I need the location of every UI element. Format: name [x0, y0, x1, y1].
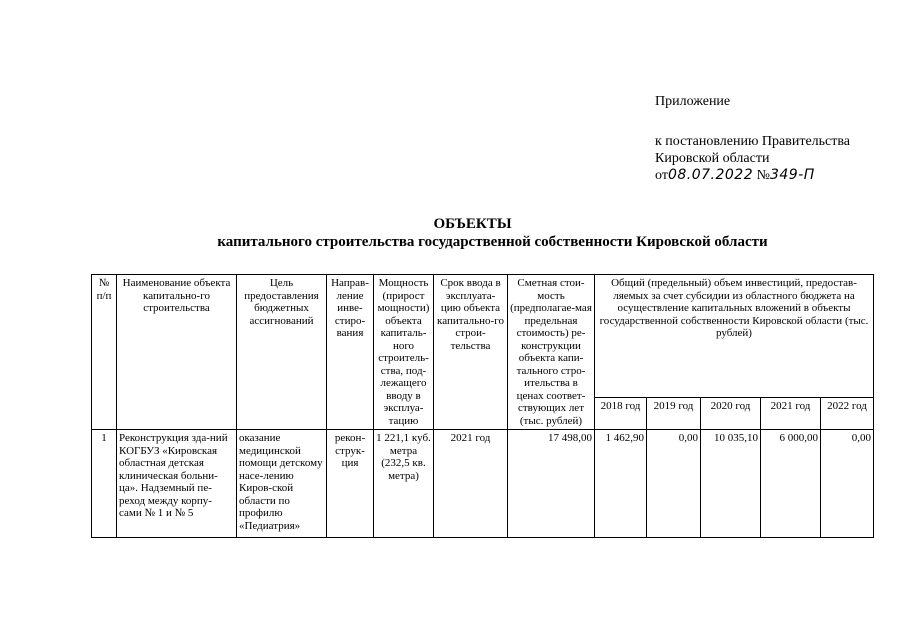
appendix-date-line [655, 167, 850, 184]
header-year-2020: 2020 год [701, 398, 761, 430]
appendix-region-line: Кировской области [655, 151, 770, 166]
header-num: № п/п [92, 275, 117, 430]
header-goal: Цель предоставления бюджетных ассигнований [237, 275, 327, 430]
table-row [92, 430, 874, 538]
header-investments: Общий (предельный) объем инвестиций, предостав-ляемых за счет субсидии из областного бюджета на осуществление капитальных вложений в объекты государственной собственности Кировской области (тыс. рублей) [595, 275, 874, 398]
header-year-2022: 2022 год [821, 398, 874, 430]
cell-2022: 0,00 [821, 430, 874, 538]
header-deadline: Срок ввода в эксплуата-цию объекта капитально-го строи-тельства [434, 275, 508, 430]
header-year-2019: 2019 год [647, 398, 701, 430]
cell-deadline: 2021 год [434, 430, 508, 538]
cell-2018: 1 462,90 [595, 430, 647, 538]
header-direction: Направ-ление инве-стиро-вания [327, 275, 374, 430]
cell-num: 1 [92, 430, 117, 538]
date-prefix: от [655, 168, 668, 183]
document-subtitle: капитального строительства государственной собственности Кировской области [217, 234, 768, 250]
header-capacity: Мощность (прирост мощности) объекта капиталь-ного строитель-ства, под-лежащего вводу в эксплуа-тацию [374, 275, 434, 430]
appendix-resolution-line: к постановлению Правительства [655, 134, 851, 149]
cell-capacity: 1 221,1 куб. метра (232,5 кв. метра) [374, 430, 434, 538]
cell-name: Реконструкция зда-ний КОГБУЗ «Кировская областная детская клиническая больни-ца». Надземный пе-реход между корпу-сами № 1 и № 5 [117, 430, 237, 538]
handwritten-date: 08.07.2022 [667, 167, 754, 183]
cell-2019: 0,00 [647, 430, 701, 538]
header-year-2021: 2021 год [761, 398, 821, 430]
cell-goal: оказание медицинской помощи детскому насе-лению Киров-ской области по профилю «Педиатрия» [237, 430, 327, 538]
number-prefix: № [756, 168, 770, 183]
header-cost: Сметная стои-мость (предполагае-мая предельная стоимость) ре-конструкции объекта капи-тального стро-ительства в ценах соответ-ствующих лет (тыс. рублей) [508, 275, 595, 430]
appendix-title: Приложение [655, 94, 731, 109]
cell-2020: 10 035,10 [701, 430, 761, 538]
handwritten-number: 349-П [769, 167, 815, 183]
appendix-block [655, 93, 850, 184]
cell-2021: 6 000,00 [761, 430, 821, 538]
objects-table [91, 274, 874, 538]
header-name: Наименование объекта капитально-го строительства [117, 275, 237, 430]
table-header-row [92, 275, 874, 398]
header-year-2018: 2018 год [595, 398, 647, 430]
cell-cost: 17 498,00 [508, 430, 595, 538]
document-title: ОБЪЕКТЫ [433, 216, 512, 232]
cell-direction: рекон-струк-ция [327, 430, 374, 538]
